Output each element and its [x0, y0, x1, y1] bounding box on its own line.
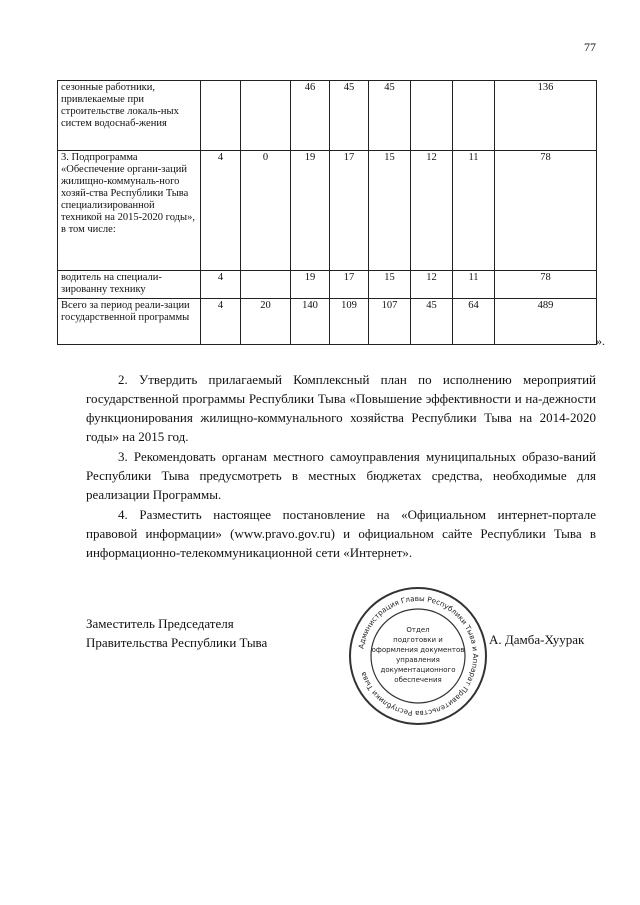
- cell-value: 4: [201, 299, 241, 345]
- cell-value: 12: [411, 271, 453, 299]
- signatory-position: [86, 614, 267, 652]
- row-label: 3. Подпрограмма «Обеспечение органи-заций жилищно-коммуналь-ного хозяй-ства Республики Тыва специализированной техникой на 2015-2020 годы», в том числе:: [58, 151, 201, 271]
- cell-value: [241, 81, 291, 151]
- staffing-table: [57, 80, 597, 345]
- seal-center-line: документационного: [380, 666, 456, 674]
- cell-value: 20: [241, 299, 291, 345]
- cell-value: [201, 81, 241, 151]
- cell-value: 17: [330, 271, 369, 299]
- cell-total: 78: [495, 151, 597, 271]
- cell-value: 107: [369, 299, 411, 345]
- cell-value: 4: [201, 151, 241, 271]
- cell-value: 11: [453, 151, 495, 271]
- official-seal: [347, 585, 489, 727]
- cell-value: 64: [453, 299, 495, 345]
- row-label: водитель на специали-зированну технику: [58, 271, 201, 299]
- cell-value: 4: [201, 271, 241, 299]
- closing-quote-mark: ».: [596, 334, 605, 348]
- cell-total: 78: [495, 271, 597, 299]
- cell-value: 17: [330, 151, 369, 271]
- page-number: 77: [584, 40, 596, 54]
- table-row: [58, 81, 597, 151]
- cell-value: 19: [291, 151, 330, 271]
- cell-value: 11: [453, 271, 495, 299]
- seal-ring-text: Администрация Главы Республики Тыва и Аппарат Правительства Республики Тыва: [356, 593, 481, 719]
- signatory-name: А. Дамба-Хуурак: [489, 632, 585, 647]
- cell-total: 489: [495, 299, 597, 345]
- row-label: Всего за период реали-зации государственной программы: [58, 299, 201, 345]
- seal-center-line: подготовки и: [393, 636, 443, 644]
- row-label: сезонные работники, привлекаемые при строительстве локаль-ных систем водоснаб-жения: [58, 81, 201, 151]
- paragraph-4: 4. Разместить настоящее постановление на «Официальном интернет-портале правовой информации» (www.pravo.gov.ru) и официальном сайте Республики Тыва в информационно-телекоммуникационной сети «Интернет».: [86, 507, 596, 560]
- position-line-1: Заместитель Председателя: [86, 616, 234, 631]
- cell-value: 46: [291, 81, 330, 151]
- cell-value: 109: [330, 299, 369, 345]
- cell-value: 15: [369, 271, 411, 299]
- cell-value: 45: [369, 81, 411, 151]
- cell-value: 15: [369, 151, 411, 271]
- seal-center-line: Отдел: [406, 626, 430, 634]
- cell-total: 136: [495, 81, 597, 151]
- seal-center-line: обеспечения: [394, 676, 442, 684]
- cell-value: 0: [241, 151, 291, 271]
- seal-center-line: оформления документов: [371, 646, 465, 654]
- cell-value: 140: [291, 299, 330, 345]
- cell-value: [411, 81, 453, 151]
- cell-value: 45: [411, 299, 453, 345]
- paragraph-3: 3. Рекомендовать органам местного самоуправления муниципальных образо-ваний Республики Тыва предусмотреть в местных бюджетах средства, необходимые для реализации Программы.: [86, 449, 596, 502]
- table-row: [58, 271, 597, 299]
- cell-value: 45: [330, 81, 369, 151]
- cell-value: [453, 81, 495, 151]
- position-line-2: Правительства Республики Тыва: [86, 635, 268, 650]
- table-row: [58, 299, 597, 345]
- seal-center-line: управления: [396, 656, 440, 664]
- cell-value: 19: [291, 271, 330, 299]
- table-row: [58, 151, 597, 271]
- cell-value: 12: [411, 151, 453, 271]
- paragraph-2: 2. Утвердить прилагаемый Комплексный план по исполнению мероприятий государственной программы Республики Тыва «Повышение эффективности и на-дежности функционирования жилищно-коммунального хозяйства Республики Тыва на 2014-2020 годы» на 2015 год.: [86, 372, 596, 444]
- cell-value: [241, 271, 291, 299]
